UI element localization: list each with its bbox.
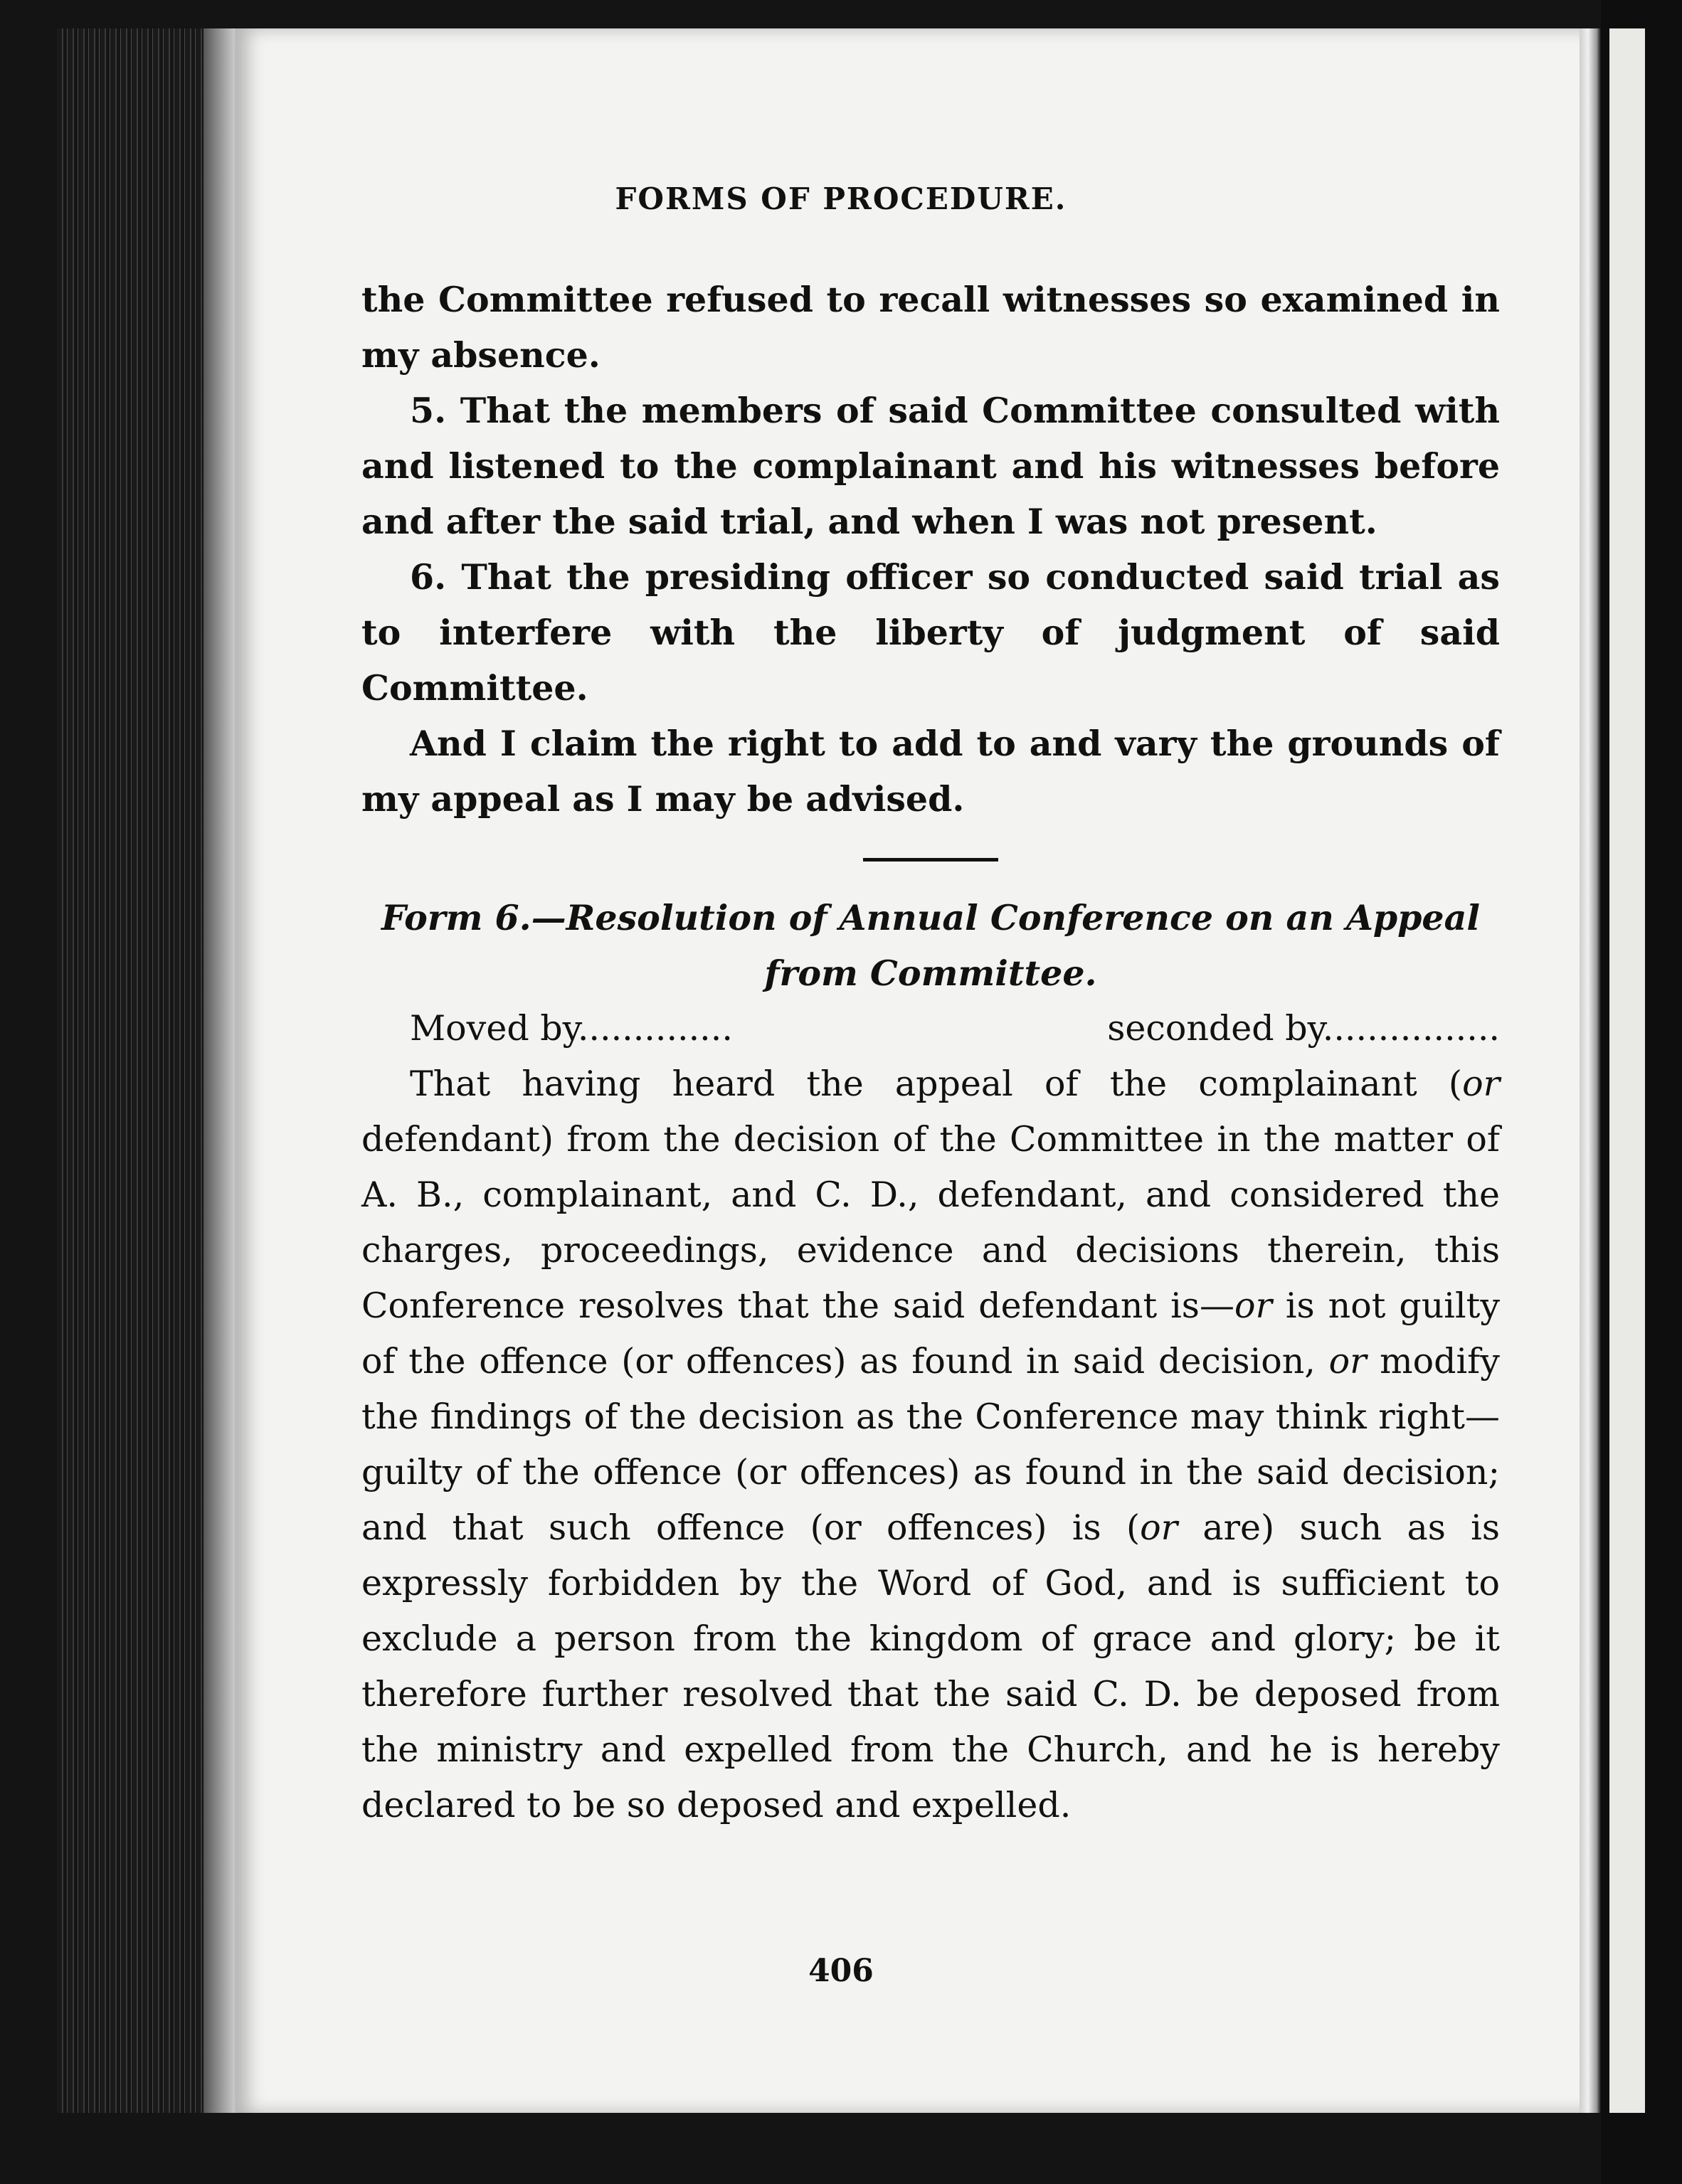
section-divider <box>863 858 998 862</box>
or-italic-1: or <box>1462 1064 1500 1104</box>
resolution-text-c: modify the findings of the decision as the Conference may think right—guilty of the offence (or offences) as found in the said decision; and that such offence (or offences) is ( <box>361 1341 1500 1548</box>
page-body <box>361 272 1500 1833</box>
resolution-paragraph <box>361 1056 1500 1833</box>
ground-item-6: 6. That the presiding officer so conducted said trial as to interfere with the liberty of judgment of said Committee. <box>361 556 1500 709</box>
or-italic-4: or <box>1140 1507 1178 1548</box>
or-italic-2: or <box>1234 1286 1272 1326</box>
resolution-text-start: That having heard the appeal of the complainant ( <box>410 1064 1463 1104</box>
right-gutter <box>1580 28 1601 2113</box>
facing-page-strip <box>1609 28 1645 2113</box>
or-italic-3: or <box>1328 1341 1367 1382</box>
resolution-text-a: defendant) from the decision of the Committee in the matter of A. B., complainant, and C. D., defendant, and considered the charges, proceedings, evidence and decisions therein, this Conference resolves that the said defendant is— <box>361 1119 1500 1326</box>
continuation-paragraph: the Committee refused to recall witnesses so examined in my absence. <box>361 279 1500 376</box>
seconded-by: seconded by................ <box>1107 1008 1500 1049</box>
resolution-text-b: is not guilty of the offence (or offences) as found in said decision, <box>361 1286 1501 1382</box>
page-number: 406 <box>808 1953 874 1989</box>
running-head: FORMS OF PROCEDURE. <box>615 181 1067 216</box>
form-heading-line-2: from Committee. <box>764 953 1097 994</box>
form-heading-line-1: Form 6.—Resolution of Annual Conference on an Appeal <box>381 897 1480 938</box>
claim-paragraph: And I claim the right to add to and vary the grounds of my appeal as I may be advised. <box>361 723 1500 820</box>
resolution-text-d: are) such as is expressly forbidden by the Word of God, and is sufficient to exclude a person from the kingdom of grace and glory; be it therefore further resolved that the said C. D. be deposed from the ministry and expelled from the Church, and he is hereby declared to be so deposed and expelled. <box>361 1507 1500 1825</box>
page-edge-shadow <box>203 28 236 2113</box>
moved-seconded-line <box>361 1001 1500 1056</box>
moved-by: Moved by.............. <box>410 1008 733 1049</box>
ground-item-5: 5. That the members of said Committee consulted with and listened to the complainant and his witnesses before and after the said trial, and when I was not present. <box>361 390 1500 542</box>
